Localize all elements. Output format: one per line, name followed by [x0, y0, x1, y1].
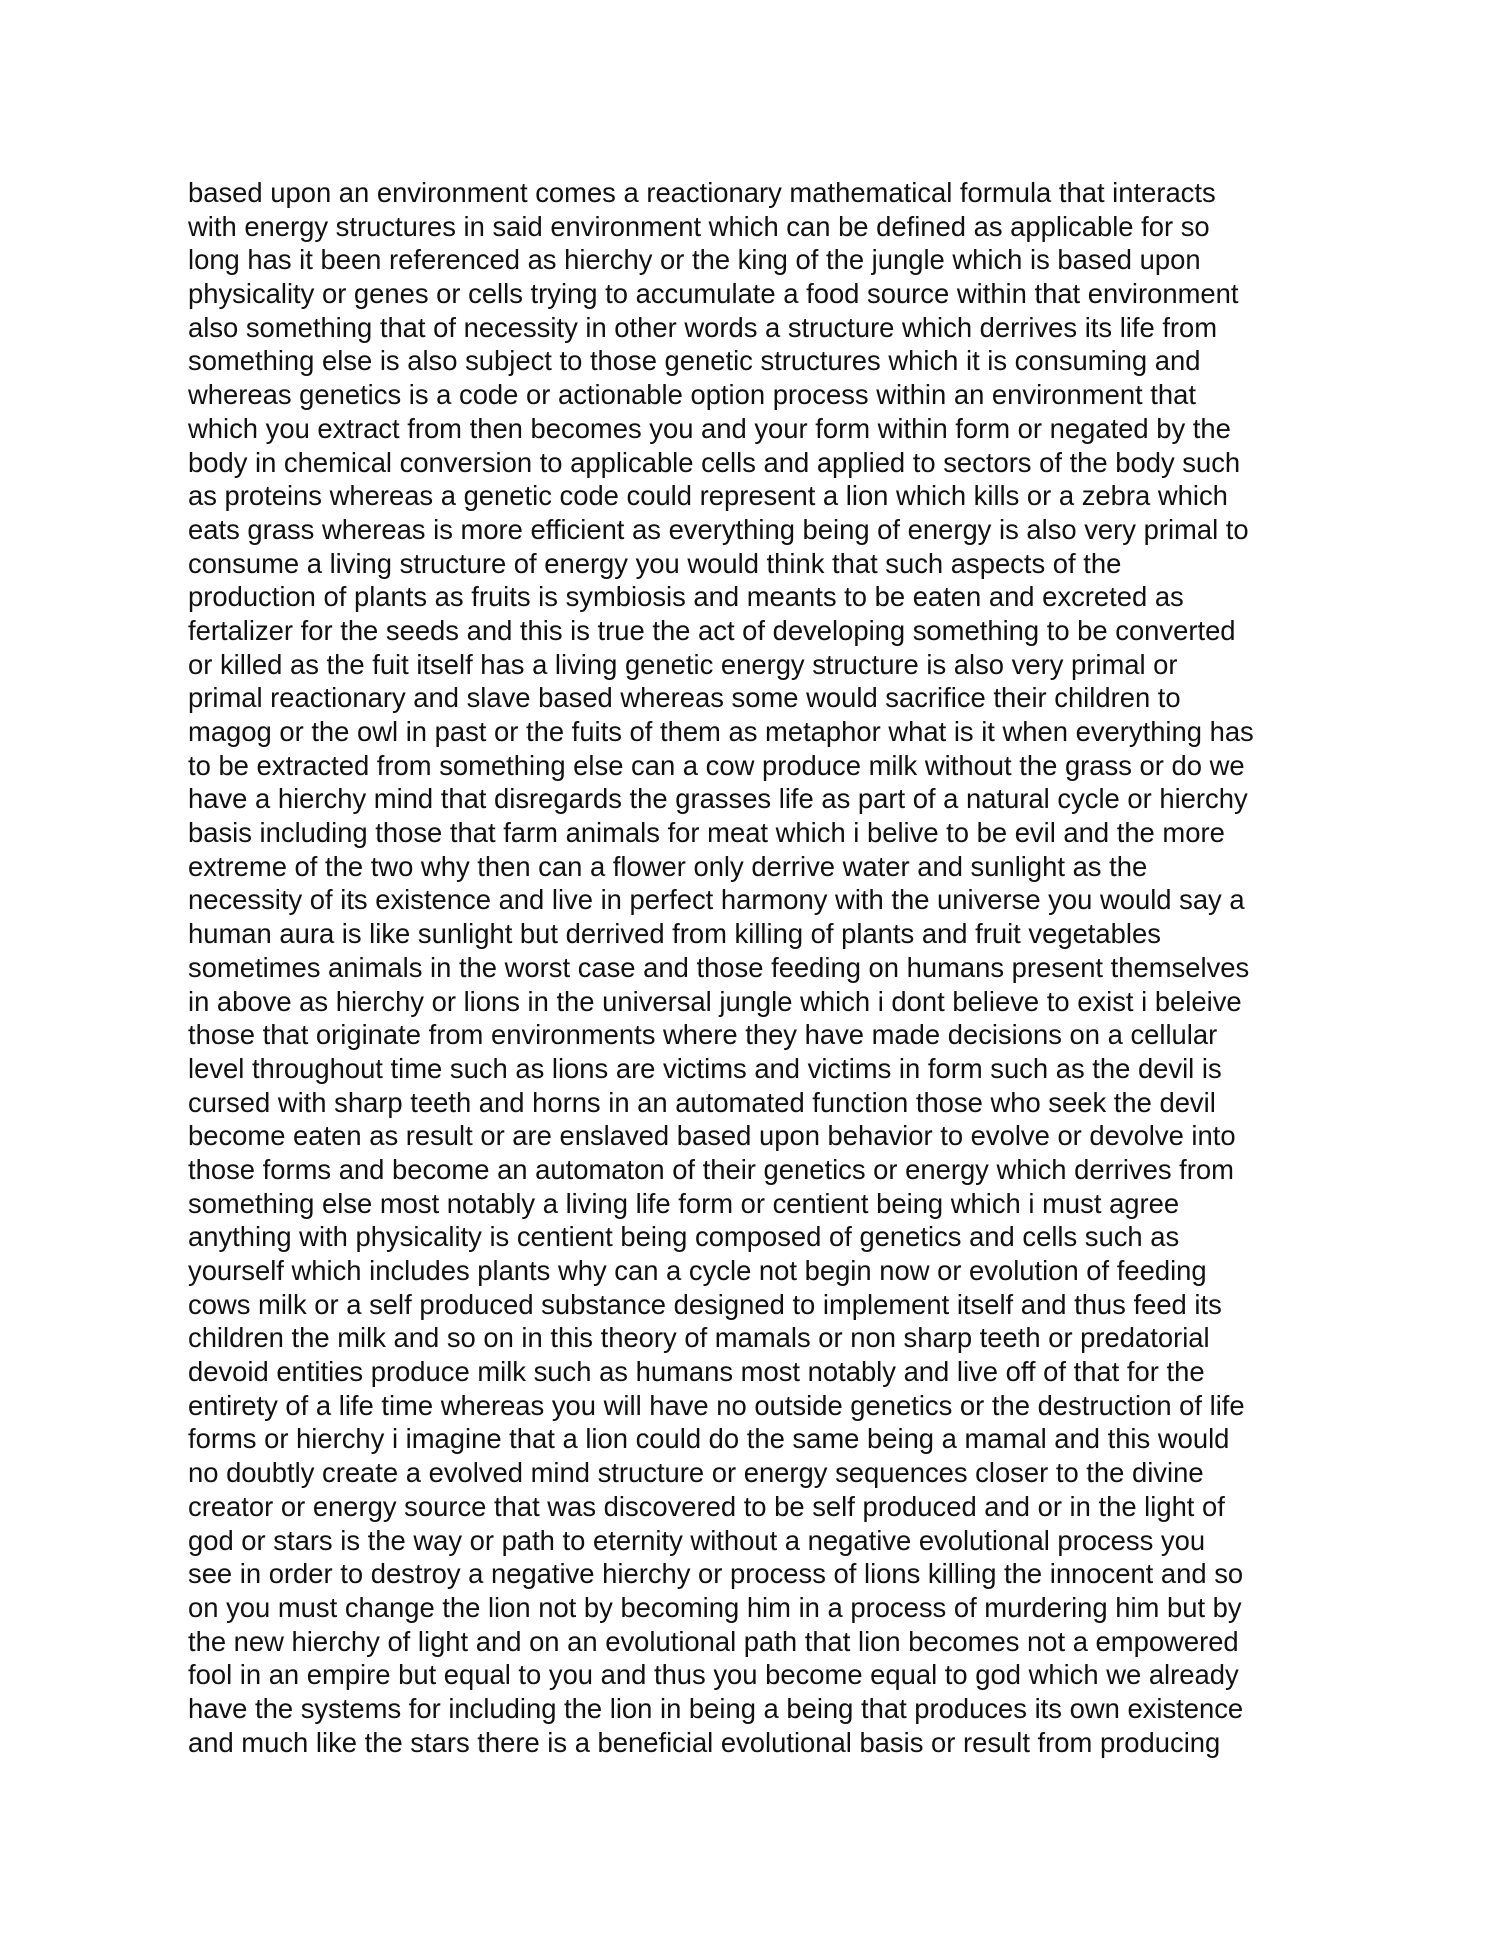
text-line: necessity of its existence and live in perfect harmony with the universe you would say a [188, 884, 1245, 916]
text-line: with energy structures in said environment which can be defined as applicable for so [188, 210, 1210, 242]
text-line: human aura is like sunlight but derrived from killing of plants and fruit vegetables [188, 918, 1161, 950]
text-line: something else is also subject to those genetic structures which it is consuming and [188, 345, 1201, 377]
text-line: also something that of necessity in other words a structure which derrives its life from [188, 311, 1218, 343]
text-line: devoid entities produce milk such as humans most notably and live off of that for the [188, 1356, 1205, 1388]
text-line: based upon an environment comes a reactionary mathematical formula that interacts [188, 177, 1216, 208]
text-line: yourself which includes plants why can a cycle not begin now or evolution of feeding [188, 1255, 1207, 1286]
text-line: body in chemical conversion to applicable cells and applied to sectors of the body such [188, 446, 1241, 478]
text-line: creator or energy source that was discovered to be self produced and or in the light of [188, 1490, 1225, 1522]
text-line: long has it been referenced as hierchy or the king of the jungle which is based upon [188, 244, 1201, 276]
text-line: sometimes animals in the worst case and those feeding on humans present themselves [188, 951, 1250, 983]
text-line: consume a living structure of energy you would think that such aspects of the [188, 547, 1122, 579]
text-line: see in order to destroy a negative hierchy or process of lions killing the innocent and so [188, 1558, 1244, 1590]
text-line: those that originate from environments where they have made decisions on a cellular [188, 1019, 1218, 1051]
text-line: on you must change the lion not by becoming him in a process of murdering him but by [188, 1591, 1242, 1623]
text-line: and much like the stars there is a beneficial evolutional basis or result from producing [188, 1726, 1221, 1758]
text-line: entirety of a life time whereas you will have no outside genetics or the destruction of life [188, 1389, 1245, 1421]
text-line: children the milk and so on in this theory of mamals or non sharp teeth or predatorial [188, 1322, 1210, 1354]
text-line: physicality or genes or cells trying to accumulate a food source within that environment [188, 278, 1239, 310]
text-line: those forms and become an automaton of their genetics or energy which derrives from [188, 1153, 1234, 1185]
text-line: anything with physicality is centient being composed of genetics and cells such as [188, 1221, 1180, 1253]
text-line: forms or hierchy i imagine that a lion could do the same being a mamal and this would [188, 1423, 1230, 1455]
text-line: in above as hierchy or lions in the universal jungle which i dont believe to exist i beleive [188, 985, 1242, 1017]
text-line: level throughout time such as lions are victims and victims in form such as the devil is [188, 1052, 1222, 1084]
text-line: fertalizer for the seeds and this is true the act of developing something to be converted [188, 614, 1236, 646]
text-line: which you extract from then becomes you and your form within form or negated by the [188, 412, 1231, 444]
text-line: to be extracted from something else can a cow produce milk without the grass or do we [188, 749, 1245, 781]
text-line: cursed with sharp teeth and horns in an automated function those who seek the devil [188, 1086, 1216, 1118]
text-line: become eaten as result or are enslaved based upon behavior to evolve or devolve into [188, 1120, 1236, 1152]
text-line: have the systems for including the lion in being a being that produces its own existence [188, 1692, 1244, 1724]
text-line: god or stars is the way or path to eternity without a negative evolutional process you [188, 1524, 1206, 1556]
text-line: have a hierchy mind that disregards the grasses life as part of a natural cycle or hierchy [188, 783, 1248, 815]
text-line: cows milk or a self produced substance designed to implement itself and thus feed its [188, 1288, 1222, 1320]
text-line: fool in an empire but equal to you and thus you become equal to god which we already [188, 1659, 1239, 1691]
text-line: as proteins whereas a genetic code could represent a lion which kills or a zebra which [188, 480, 1228, 512]
text-line: primal reactionary and slave based whereas some would sacrifice their children to [188, 682, 1181, 714]
text-line: production of plants as fruits is symbiosis and meants to be eaten and excreted as [188, 581, 1184, 613]
text-line: eats grass whereas is more efficient as everything being of energy is also very primal to [188, 513, 1249, 545]
text-line: no doubtly create a evolved mind structure or energy sequences closer to the divine [188, 1457, 1204, 1489]
text-line: extreme of the two why then can a flower only derrive water and sunlight as the [188, 850, 1148, 882]
body-text [188, 176, 1348, 1759]
text-line: the new hierchy of light and on an evolutional path that lion becomes not a empowered [188, 1625, 1239, 1657]
text-line: basis including those that farm animals for meat which i belive to be evil and the more [188, 817, 1225, 849]
text-line: something else most notably a living life form or centient being which i must agree [188, 1187, 1180, 1219]
text-line: whereas genetics is a code or actionable option process within an environment that [188, 379, 1196, 411]
text-line: or killed as the fuit itself has a living genetic energy structure is also very primal or [188, 648, 1178, 680]
text-line: magog or the owl in past or the fuits of them as metaphor what is it when everything has [188, 716, 1254, 747]
